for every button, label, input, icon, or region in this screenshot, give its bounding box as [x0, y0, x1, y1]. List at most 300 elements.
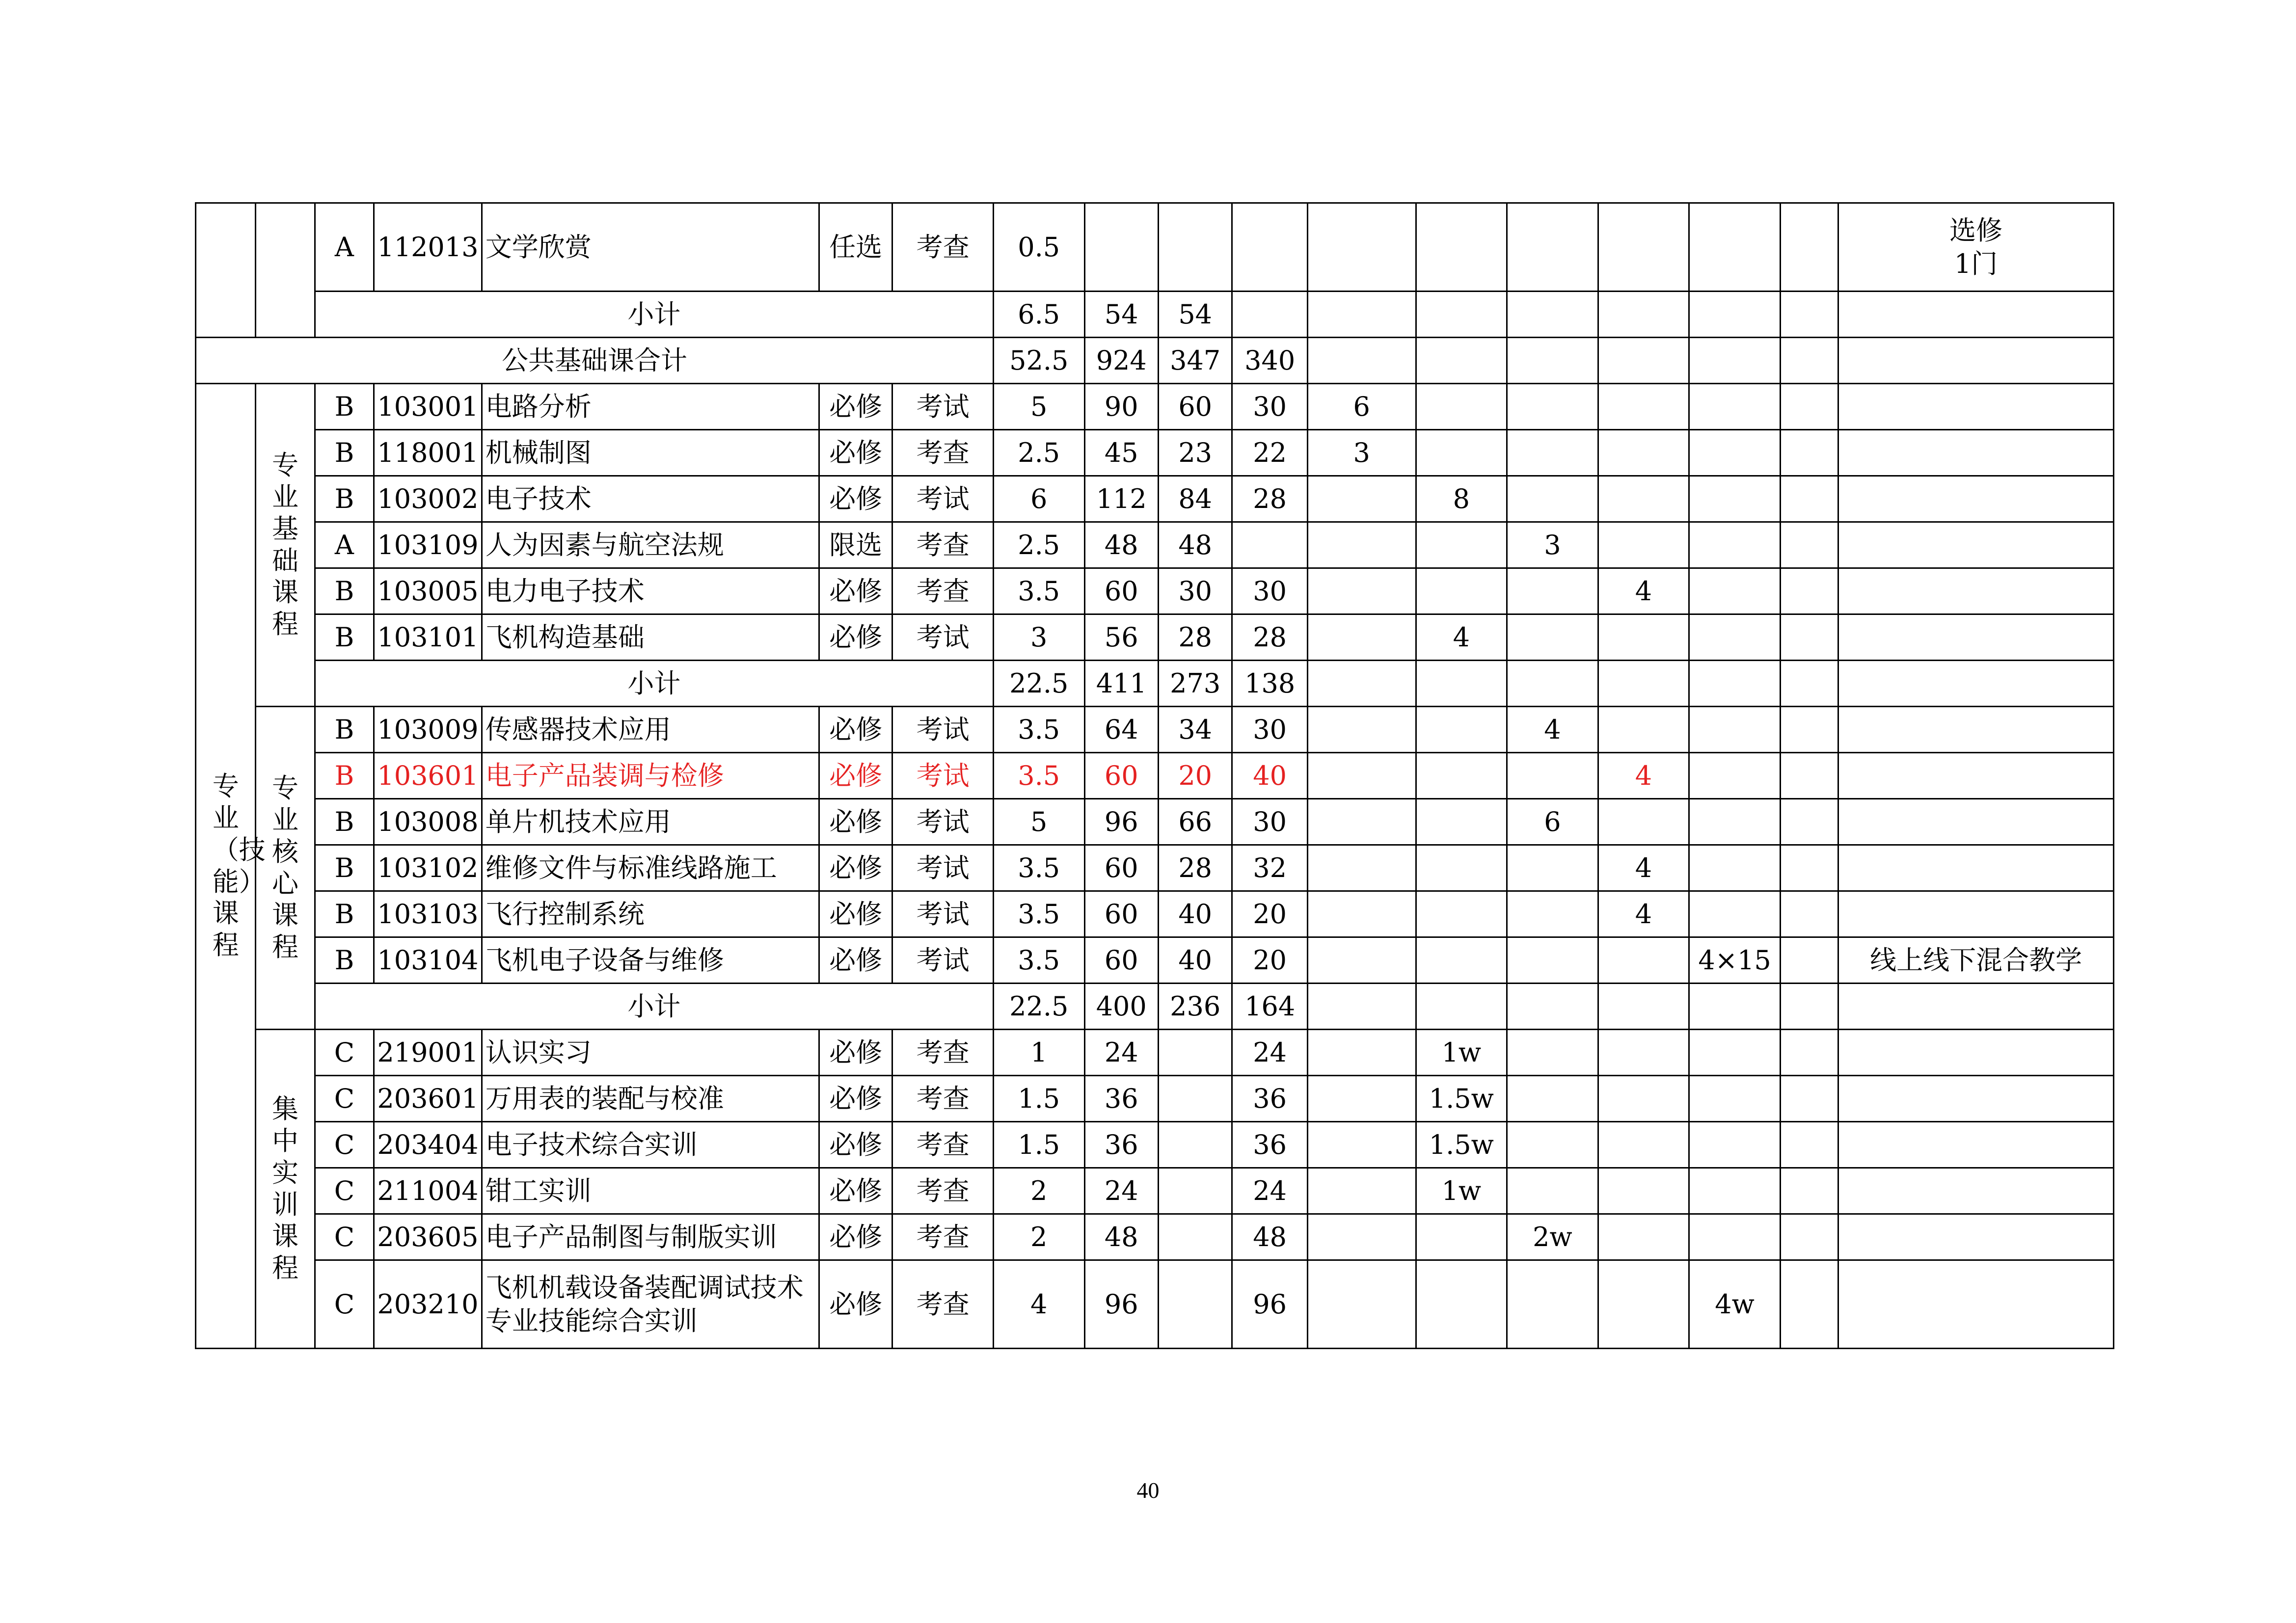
cell-s4: 4 — [1598, 568, 1689, 614]
cell-s6 — [1780, 1122, 1838, 1168]
cell-s2 — [1416, 937, 1507, 984]
cell-assess: 考试 — [892, 476, 994, 522]
cell-s2 — [1416, 707, 1507, 753]
cell-s2: 1w — [1416, 1030, 1507, 1076]
cell-s2: 8 — [1416, 476, 1507, 522]
subtotal-practice: 164 — [1232, 984, 1307, 1030]
table-row — [196, 753, 2114, 799]
cell-credit: 5 — [993, 384, 1084, 430]
table-row — [196, 476, 2114, 522]
cell-theory: 84 — [1158, 476, 1232, 522]
cell-total: 112 — [1084, 476, 1158, 522]
curriculum-table — [195, 202, 2114, 1349]
cell-assess: 考试 — [892, 753, 994, 799]
cell-s3 — [1507, 891, 1598, 937]
cell-note — [1838, 1214, 2114, 1260]
cell-practice: 22 — [1232, 430, 1307, 476]
cell-type: B — [315, 476, 374, 522]
category-cell — [196, 203, 256, 338]
cell-s4 — [1598, 384, 1689, 430]
cell-assess: 考查 — [892, 1168, 994, 1214]
cell-s3 — [1507, 476, 1598, 522]
cell-s3: 4 — [1507, 707, 1598, 753]
cell-type: C — [315, 1030, 374, 1076]
cell-practice: 24 — [1232, 1030, 1307, 1076]
cell-assess: 考试 — [892, 799, 994, 845]
cell-total: 48 — [1084, 522, 1158, 568]
cell-note — [1838, 1122, 2114, 1168]
cell-nature: 必修 — [819, 1260, 892, 1349]
cell-name: 人为因素与航空法规 — [482, 522, 819, 568]
cell-nature: 必修 — [819, 476, 892, 522]
cell-s5 — [1689, 1214, 1781, 1260]
cell-practice: 36 — [1232, 1076, 1307, 1122]
cell-s6 — [1780, 1260, 1838, 1349]
cell-name: 飞机构造基础 — [482, 614, 819, 661]
cell-s4 — [1598, 1030, 1689, 1076]
cell-s6 — [1780, 799, 1838, 845]
cell-assess: 考查 — [892, 568, 994, 614]
cell-s5 — [1689, 1122, 1781, 1168]
cell-theory: 66 — [1158, 799, 1232, 845]
cell-s6 — [1780, 753, 1838, 799]
cell-practice: 48 — [1232, 1214, 1307, 1260]
cell-code: 203601 — [374, 1076, 482, 1122]
cell-s4 — [1598, 1214, 1689, 1260]
cell-assess: 考试 — [892, 845, 994, 891]
cell-total: 48 — [1084, 1214, 1158, 1260]
cell-s6 — [1780, 430, 1838, 476]
cell-s2 — [1416, 799, 1507, 845]
cell-assess: 考试 — [892, 937, 994, 984]
cell-s5 — [1689, 384, 1781, 430]
cell-credit: 3.5 — [993, 845, 1084, 891]
cell-s6 — [1780, 568, 1838, 614]
table-row — [196, 384, 2114, 430]
cell-s4 — [1598, 476, 1689, 522]
cell-s1: 6 — [1307, 384, 1416, 430]
cell-s5 — [1689, 845, 1781, 891]
subtotal-credit: 22.5 — [993, 661, 1084, 707]
cell-s4 — [1598, 799, 1689, 845]
cell-s4 — [1598, 707, 1689, 753]
cell-nature: 必修 — [819, 1122, 892, 1168]
cell-total: 24 — [1084, 1030, 1158, 1076]
table-row — [196, 614, 2114, 661]
cell-name: 电力电子技术 — [482, 568, 819, 614]
cell-s4 — [1598, 1260, 1689, 1349]
cell-s1: 3 — [1307, 430, 1416, 476]
cell-total: 36 — [1084, 1076, 1158, 1122]
cell-practice: 40 — [1232, 753, 1307, 799]
cell-assess: 考查 — [892, 1076, 994, 1122]
cell-code: 219001 — [374, 1030, 482, 1076]
table-row — [196, 1030, 2114, 1076]
cell-code: 211004 — [374, 1168, 482, 1214]
cell-s2 — [1416, 845, 1507, 891]
cell-s3 — [1507, 1030, 1598, 1076]
cell-name: 机械制图 — [482, 430, 819, 476]
cell-nature: 必修 — [819, 1076, 892, 1122]
cell-s3: 2w — [1507, 1214, 1598, 1260]
cell-s6 — [1780, 707, 1838, 753]
subtotal-row — [196, 661, 2114, 707]
cell-code: 103002 — [374, 476, 482, 522]
table-row — [196, 1076, 2114, 1122]
cell-type: C — [315, 1168, 374, 1214]
cell-s6 — [1780, 522, 1838, 568]
cell-type: B — [315, 845, 374, 891]
subtotal-total: 54 — [1084, 292, 1158, 338]
cell-code: 103102 — [374, 845, 482, 891]
cell-total: 60 — [1084, 845, 1158, 891]
cell-s4: 4 — [1598, 845, 1689, 891]
cell-theory — [1158, 1260, 1232, 1349]
cell-s4 — [1598, 1122, 1689, 1168]
cell-s3 — [1507, 845, 1598, 891]
cell-s2 — [1416, 522, 1507, 568]
note-line-1: 选修 — [1949, 215, 2003, 246]
cell-total: 56 — [1084, 614, 1158, 661]
cell-type: B — [315, 799, 374, 845]
cell-s6 — [1780, 891, 1838, 937]
cell-practice: 36 — [1232, 1122, 1307, 1168]
cell-s1 — [1307, 937, 1416, 984]
cell-code: 103005 — [374, 568, 482, 614]
major-category-label — [196, 384, 266, 1349]
cell-s1 — [1307, 1076, 1416, 1122]
group-label-basic — [256, 384, 315, 707]
cell-practice: 20 — [1232, 891, 1307, 937]
cell-theory: 28 — [1158, 614, 1232, 661]
course-assess: 考查 — [892, 203, 994, 292]
cell-s2 — [1416, 430, 1507, 476]
cell-practice: 28 — [1232, 476, 1307, 522]
group-label-text: 专业核心课程 — [272, 772, 299, 963]
cell-total: 60 — [1084, 568, 1158, 614]
subtotal-total: 411 — [1084, 661, 1158, 707]
cell-type: C — [315, 1260, 374, 1349]
cell-s5 — [1689, 614, 1781, 661]
cell-name: 单片机技术应用 — [482, 799, 819, 845]
public-total-label: 公共基础课合计 — [196, 338, 994, 384]
cell-credit: 4 — [993, 1260, 1084, 1349]
cell-nature: 必修 — [819, 430, 892, 476]
cell-s1 — [1307, 522, 1416, 568]
cell-s2 — [1416, 568, 1507, 614]
cell-s2: 1.5w — [1416, 1076, 1507, 1122]
cell-type: C — [315, 1076, 374, 1122]
cell-total: 96 — [1084, 1260, 1158, 1349]
cell-code: 203210 — [374, 1260, 482, 1349]
cell-s4 — [1598, 1168, 1689, 1214]
cell-type: B — [315, 753, 374, 799]
cell-s6 — [1780, 614, 1838, 661]
cell-credit: 3.5 — [993, 937, 1084, 984]
cell-s3 — [1507, 937, 1598, 984]
cell-note — [1838, 1168, 2114, 1214]
cell-total: 64 — [1084, 707, 1158, 753]
public-total-credit: 52.5 — [993, 338, 1084, 384]
cell-s5 — [1689, 1168, 1781, 1214]
group-label-text: 集中实训课程 — [272, 1093, 299, 1284]
cell-s6 — [1780, 384, 1838, 430]
cell-type: B — [315, 707, 374, 753]
cell-name: 电子产品装调与检修 — [482, 753, 819, 799]
cell-s1 — [1307, 1030, 1416, 1076]
subtotal-label: 小计 — [315, 661, 993, 707]
cell-practice: 30 — [1232, 707, 1307, 753]
cell-theory: 60 — [1158, 384, 1232, 430]
course-credit: 0.5 — [993, 203, 1084, 292]
cell-s2 — [1416, 1214, 1507, 1260]
cell-nature: 必修 — [819, 891, 892, 937]
cell-credit: 2 — [993, 1214, 1084, 1260]
table-row — [196, 1214, 2114, 1260]
cell-name: 维修文件与标准线路施工 — [482, 845, 819, 891]
cell-s5 — [1689, 430, 1781, 476]
cell-s3 — [1507, 568, 1598, 614]
cell-s1 — [1307, 799, 1416, 845]
cell-s3 — [1507, 1122, 1598, 1168]
course-note — [1838, 203, 2114, 292]
cell-theory: 30 — [1158, 568, 1232, 614]
cell-s5 — [1689, 476, 1781, 522]
cell-s6 — [1780, 476, 1838, 522]
cell-name: 飞行控制系统 — [482, 891, 819, 937]
cell-note — [1838, 707, 2114, 753]
cell-s5 — [1689, 707, 1781, 753]
cell-note — [1838, 568, 2114, 614]
cell-note — [1838, 384, 2114, 430]
cell-s3 — [1507, 1260, 1598, 1349]
course-type: A — [315, 203, 374, 292]
cell-practice: 96 — [1232, 1260, 1307, 1349]
cell-s6 — [1780, 1214, 1838, 1260]
cell-s5 — [1689, 568, 1781, 614]
note-line-2: 1门 — [1954, 248, 1998, 279]
cell-nature: 必修 — [819, 1214, 892, 1260]
cell-total: 60 — [1084, 937, 1158, 984]
cell-note — [1838, 614, 2114, 661]
cell-theory: 40 — [1158, 891, 1232, 937]
cell-s3 — [1507, 753, 1598, 799]
group-label-training — [256, 1030, 315, 1349]
cell-credit: 3.5 — [993, 707, 1084, 753]
cell-credit: 1 — [993, 1030, 1084, 1076]
cell-total: 36 — [1084, 1122, 1158, 1168]
cell-credit: 2 — [993, 1168, 1084, 1214]
cell-note — [1838, 1030, 2114, 1076]
cell-s1 — [1307, 568, 1416, 614]
course-code: 112013 — [374, 203, 482, 292]
cell-theory — [1158, 1122, 1232, 1168]
cell-type: B — [315, 937, 374, 984]
cell-s1 — [1307, 614, 1416, 661]
cell-type: C — [315, 1214, 374, 1260]
cell-s3 — [1507, 384, 1598, 430]
table-row — [196, 1122, 2114, 1168]
cell-total: 96 — [1084, 799, 1158, 845]
cell-practice: 30 — [1232, 799, 1307, 845]
cell-code: 103601 — [374, 753, 482, 799]
cell-s4 — [1598, 614, 1689, 661]
cell-theory — [1158, 1168, 1232, 1214]
table-row — [196, 203, 2114, 292]
cell-assess: 考试 — [892, 384, 994, 430]
cell-note — [1838, 1076, 2114, 1122]
cell-nature: 必修 — [819, 753, 892, 799]
subcategory-cell — [256, 203, 315, 338]
cell-theory: 20 — [1158, 753, 1232, 799]
cell-assess: 考试 — [892, 891, 994, 937]
cell-practice: 28 — [1232, 614, 1307, 661]
cell-type: B — [315, 430, 374, 476]
table-row — [196, 430, 2114, 476]
cell-s5 — [1689, 753, 1781, 799]
course-name: 文学欣赏 — [482, 203, 819, 292]
cell-s6 — [1780, 1076, 1838, 1122]
table-row — [196, 937, 2114, 984]
cell-note — [1838, 799, 2114, 845]
cell-code: 103101 — [374, 614, 482, 661]
cell-total: 90 — [1084, 384, 1158, 430]
subtotal-total: 400 — [1084, 984, 1158, 1030]
cell-s4: 4 — [1598, 753, 1689, 799]
cell-s1 — [1307, 1168, 1416, 1214]
cell-name: 认识实习 — [482, 1030, 819, 1076]
cell-note — [1838, 1260, 2114, 1349]
cell-s3 — [1507, 1168, 1598, 1214]
cell-name: 电路分析 — [482, 384, 819, 430]
table-row — [196, 891, 2114, 937]
cell-type: B — [315, 614, 374, 661]
cell-theory: 34 — [1158, 707, 1232, 753]
cell-name: 电子技术综合实训 — [482, 1122, 819, 1168]
cell-total: 60 — [1084, 753, 1158, 799]
cell-type: B — [315, 568, 374, 614]
cell-s4: 4 — [1598, 891, 1689, 937]
cell-credit: 1.5 — [993, 1122, 1084, 1168]
cell-s4 — [1598, 1076, 1689, 1122]
cell-s1 — [1307, 753, 1416, 799]
cell-s2 — [1416, 891, 1507, 937]
cell-code: 203605 — [374, 1214, 482, 1260]
cell-nature: 限选 — [819, 522, 892, 568]
cell-theory: 23 — [1158, 430, 1232, 476]
cell-s5 — [1689, 522, 1781, 568]
cell-credit: 3 — [993, 614, 1084, 661]
cell-nature: 必修 — [819, 799, 892, 845]
cell-code: 118001 — [374, 430, 482, 476]
cell-nature: 必修 — [819, 384, 892, 430]
subtotal-credit: 6.5 — [993, 292, 1084, 338]
table-row — [196, 799, 2114, 845]
table-row — [196, 1168, 2114, 1214]
cell-s2: 4 — [1416, 614, 1507, 661]
cell-assess: 考试 — [892, 707, 994, 753]
cell-type: B — [315, 384, 374, 430]
cell-practice: 20 — [1232, 937, 1307, 984]
cell-name: 飞机机载设备装配调试技术专业技能综合实训 — [482, 1260, 819, 1349]
cell-s3 — [1507, 430, 1598, 476]
subtotal-credit: 22.5 — [993, 984, 1084, 1030]
cell-assess: 考查 — [892, 430, 994, 476]
cell-note — [1838, 476, 2114, 522]
cell-code: 103009 — [374, 707, 482, 753]
subtotal-practice: 138 — [1232, 661, 1307, 707]
cell-name: 电子产品制图与制版实训 — [482, 1214, 819, 1260]
subtotal-row — [196, 984, 2114, 1030]
cell-s1 — [1307, 1122, 1416, 1168]
cell-credit: 3.5 — [993, 891, 1084, 937]
cell-theory: 48 — [1158, 522, 1232, 568]
cell-nature: 必修 — [819, 1030, 892, 1076]
cell-credit: 3.5 — [993, 568, 1084, 614]
cell-nature: 必修 — [819, 568, 892, 614]
cell-s2 — [1416, 753, 1507, 799]
cell-code: 103103 — [374, 891, 482, 937]
cell-code: 203404 — [374, 1122, 482, 1168]
cell-name: 飞机电子设备与维修 — [482, 937, 819, 984]
cell-theory — [1158, 1030, 1232, 1076]
cell-credit: 2.5 — [993, 522, 1084, 568]
cell-s1 — [1307, 1260, 1416, 1349]
public-total-practice: 340 — [1232, 338, 1307, 384]
cell-s1 — [1307, 1214, 1416, 1260]
cell-credit: 3.5 — [993, 753, 1084, 799]
cell-s4 — [1598, 430, 1689, 476]
public-total-row — [196, 338, 2114, 384]
cell-name: 电子技术 — [482, 476, 819, 522]
cell-credit: 6 — [993, 476, 1084, 522]
cell-assess: 考查 — [892, 1214, 994, 1260]
table-row — [196, 568, 2114, 614]
cell-name: 钳工实训 — [482, 1168, 819, 1214]
public-total-theory: 347 — [1158, 338, 1232, 384]
cell-s1 — [1307, 476, 1416, 522]
subtotal-theory: 54 — [1158, 292, 1232, 338]
group-label-text: 专业基础课程 — [272, 450, 299, 640]
cell-s1 — [1307, 845, 1416, 891]
cell-note — [1838, 891, 2114, 937]
cell-s1 — [1307, 891, 1416, 937]
cell-s5 — [1689, 1076, 1781, 1122]
subtotal-label: 小计 — [315, 292, 993, 338]
cell-total: 60 — [1084, 891, 1158, 937]
cell-assess: 考查 — [892, 1260, 994, 1349]
cell-code: 103109 — [374, 522, 482, 568]
cell-practice — [1232, 522, 1307, 568]
cell-assess: 考查 — [892, 522, 994, 568]
cell-note — [1838, 522, 2114, 568]
cell-credit: 1.5 — [993, 1076, 1084, 1122]
cell-nature: 必修 — [819, 707, 892, 753]
subtotal-theory: 236 — [1158, 984, 1232, 1030]
cell-code: 103001 — [374, 384, 482, 430]
cell-practice: 30 — [1232, 384, 1307, 430]
cell-s6 — [1780, 937, 1838, 984]
cell-assess: 考试 — [892, 614, 994, 661]
major-category-text: 专业（技能）课程 — [212, 771, 266, 961]
cell-note — [1838, 845, 2114, 891]
subtotal-label: 小计 — [315, 984, 993, 1030]
table-row — [196, 522, 2114, 568]
cell-code: 103008 — [374, 799, 482, 845]
cell-nature: 必修 — [819, 1168, 892, 1214]
cell-note: 线上线下混合教学 — [1838, 937, 2114, 984]
cell-s3: 6 — [1507, 799, 1598, 845]
